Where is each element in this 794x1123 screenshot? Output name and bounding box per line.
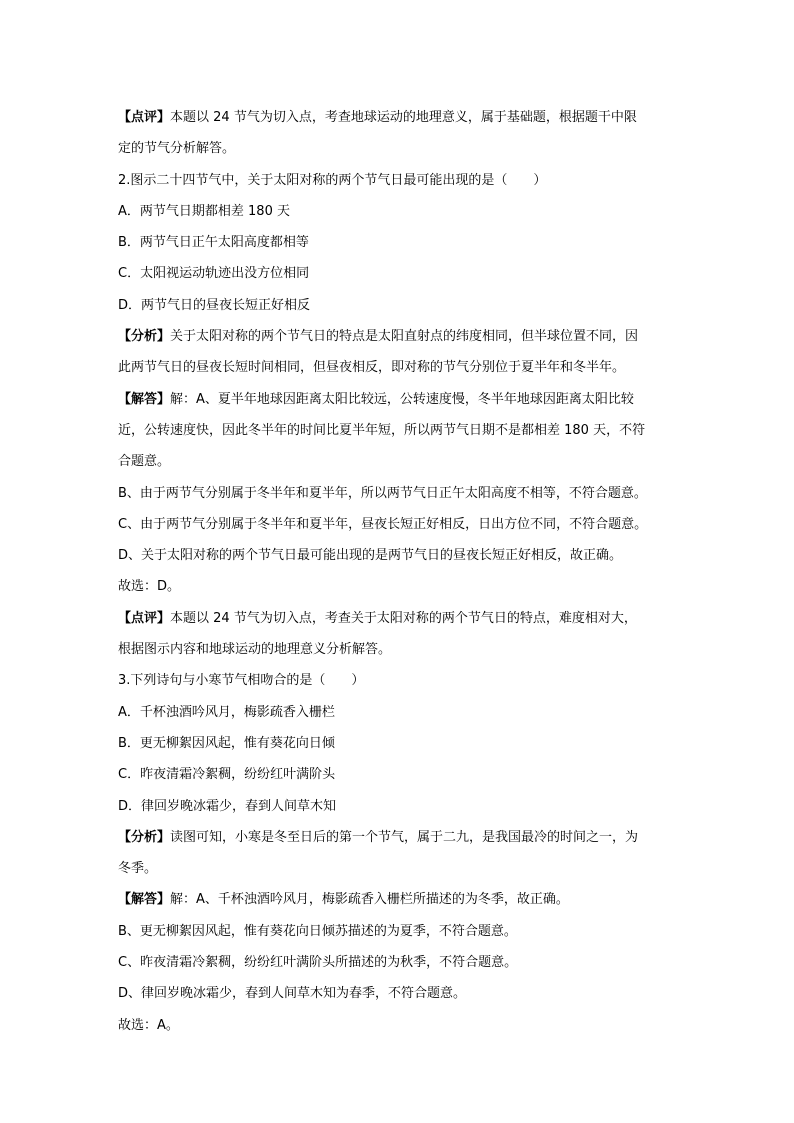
section-label: 【分析】 — [118, 829, 171, 845]
text-line — [118, 227, 676, 258]
section-label: 【点评】 — [118, 110, 171, 125]
text-line — [118, 384, 676, 415]
line-text: A．千杯浊酒吟风月，梅影疏香入栅栏 — [118, 704, 335, 720]
line-text: D、律回岁晚冰霜少，春到人间草木知为春季，不符合题意。 — [118, 986, 467, 1002]
line-text: D．律回岁晚冰霜少，春到人间草木知 — [118, 798, 337, 814]
text-line — [118, 603, 676, 634]
line-text: 故选：A。 — [118, 1017, 179, 1033]
line-text: B、由于两节气分别属于冬半年和夏半年，所以两节气日正午太阳高度不相等，不符合题意。 — [118, 485, 647, 501]
section-label: 【解答】 — [118, 391, 171, 407]
text-line — [118, 634, 676, 665]
text-line — [118, 540, 676, 571]
text-line — [118, 478, 676, 509]
line-text: 冬季。 — [118, 861, 158, 877]
line-text: A．两节气日期都相差 180 天 — [118, 203, 290, 219]
text-line — [118, 509, 676, 540]
text-line — [118, 665, 676, 696]
text-line — [118, 258, 676, 289]
text-line — [118, 165, 676, 196]
text-line — [118, 133, 676, 164]
line-text: 近，公转速度快，因此冬半年的时间比夏半年短，所以两节气日期不是都相差 180 天，不符 — [118, 422, 646, 438]
text-line — [118, 196, 676, 227]
text-line — [118, 822, 676, 853]
text-line — [118, 697, 676, 728]
text-line — [118, 884, 676, 915]
line-text: 根据图示内容和地球运动的地理意义分析解答。 — [118, 642, 392, 658]
text-line — [118, 916, 676, 947]
text-line — [118, 571, 676, 602]
line-text: 3.下列诗句与小寒节气相吻合的是（ ） — [118, 673, 365, 689]
line-text: 解：A、千杯浊酒吟风月，梅影疏香入栅栏所描述的为冬季，故正确。 — [170, 892, 569, 908]
text-line — [118, 290, 676, 321]
section-label: 【点评】 — [118, 610, 171, 626]
line-text: D、关于太阳对称的两个节气日最可能出现的是两节气日的昼夜长短正好相反，故正确。 — [118, 548, 623, 564]
line-text: 此两节气日的昼夜长短时间相同，但昼夜相反，即对称的节气分别位于夏半年和冬半年。 — [118, 360, 626, 376]
document-page — [118, 102, 676, 1041]
text-line — [118, 791, 676, 822]
line-text: 读图可知，小寒是冬至日后的第一个节气，属于二九，是我国最冷的时间之一，为 — [170, 829, 639, 845]
line-text: C、由于两节气分别属于冬半年和夏半年，昼夜长短正好相反，日出方位不同，不符合题意。 — [118, 516, 648, 532]
text-line — [118, 321, 676, 352]
line-text: 合题意。 — [118, 454, 171, 470]
line-text: 关于太阳对称的两个节气日的特点是太阳直射点的纬度相同，但半球位置不同，因 — [170, 329, 639, 345]
text-line — [118, 947, 676, 978]
line-text: 本题以 24 节气为切入点，考查地球运动的地理意义，属于基础题，根据题干中限 — [170, 110, 637, 125]
text-line — [118, 352, 676, 383]
line-text: C．太阳视运动轨迹出没方位相同 — [118, 266, 310, 282]
line-text: 2.图示二十四节气中，关于太阳对称的两个节气日最可能出现的是（ ） — [118, 172, 547, 188]
section-label: 【解答】 — [118, 892, 171, 908]
line-text: B、更无柳絮因风起，惟有葵花向日倾苏描述的为夏季，不符合题意。 — [118, 923, 517, 939]
text-line — [118, 728, 676, 759]
line-text: C．昨夜清霜冷絮稠，纷纷红叶满阶头 — [118, 767, 336, 783]
line-text: D．两节气日的昼夜长短正好相反 — [118, 297, 311, 313]
text-line — [118, 978, 676, 1009]
text-line — [118, 1010, 676, 1041]
line-text: 故选：D。 — [118, 579, 181, 595]
text-line — [118, 446, 676, 477]
line-text: 定的节气分析解答。 — [118, 141, 236, 157]
line-text: 解：A、夏半年地球因距离太阳比较远，公转速度慢，冬半年地球因距离太阳比较 — [170, 391, 634, 407]
text-line — [118, 102, 676, 133]
line-text: 本题以 24 节气为切入点，考查关于太阳对称的两个节气日的特点，难度相对大， — [170, 610, 637, 626]
text-line — [118, 759, 676, 790]
line-text: C、昨夜清霜冷絮稠，纷纷红叶满阶头所描述的为秋季，不符合题意。 — [118, 955, 518, 971]
text-line — [118, 853, 676, 884]
text-line — [118, 415, 676, 446]
line-text: B．两节气日正午太阳高度都相等 — [118, 235, 309, 251]
line-text: B．更无柳絮因风起，惟有葵花向日倾 — [118, 735, 335, 751]
section-label: 【分析】 — [118, 329, 171, 345]
